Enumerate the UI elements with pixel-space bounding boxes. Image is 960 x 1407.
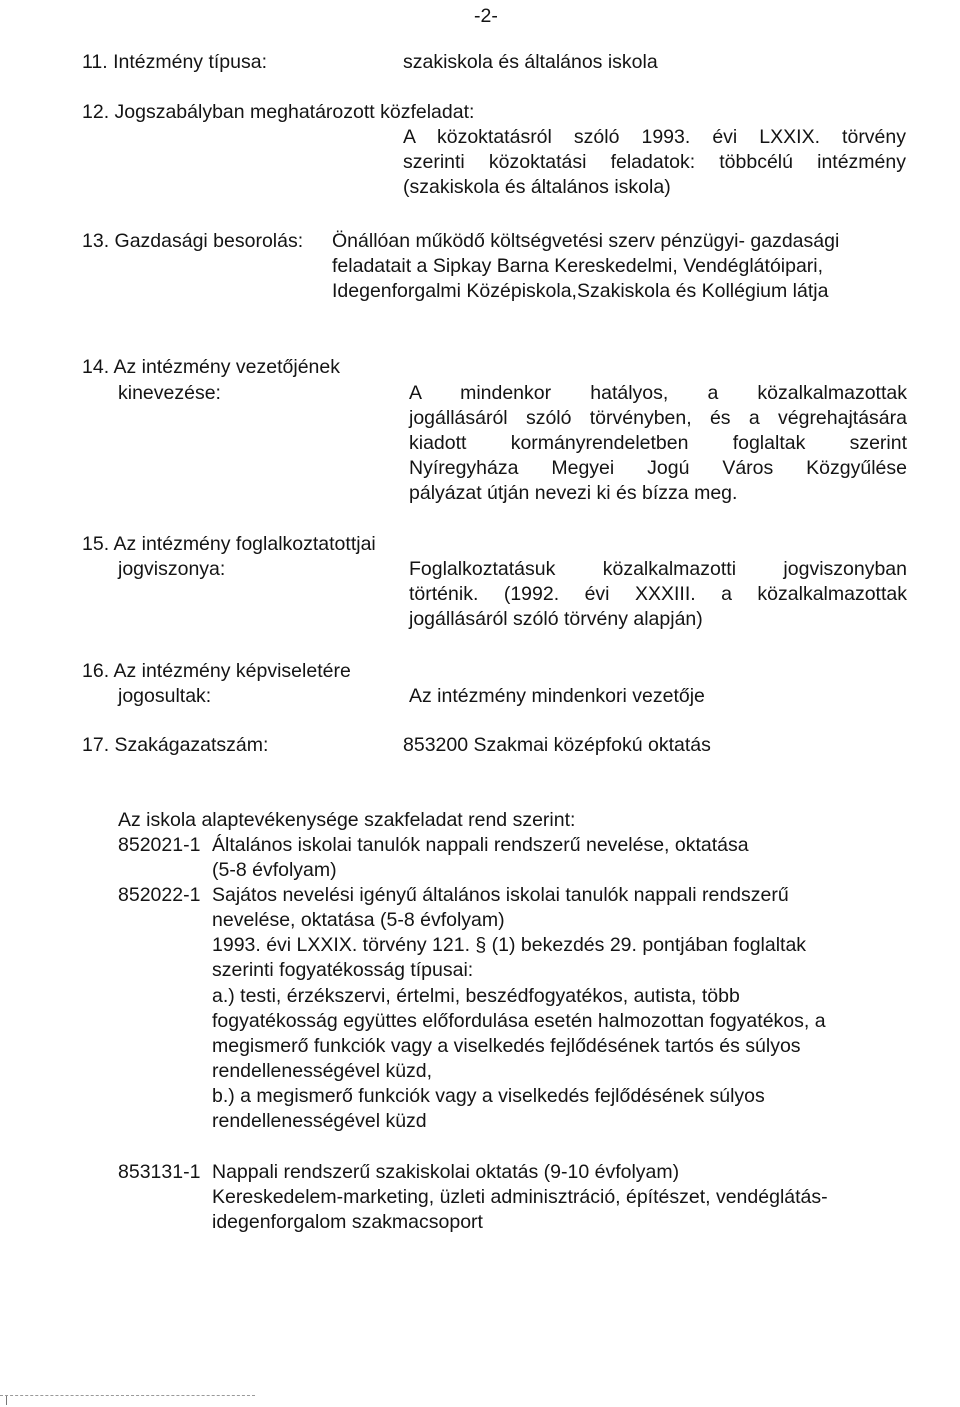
activity-line: fogyatékosság együttes előfordulása esetén halmozottan fogyatékos, a [212, 1010, 826, 1032]
activity-line: szerinti fogyatékosság típusai: [212, 959, 474, 981]
item-15-label: jogviszonya: [118, 558, 226, 580]
activity-line: b.) a megismerő funkciók vagy a viselkedés fejlődésének súlyos [212, 1085, 765, 1107]
activity-code: 852022-1 [118, 884, 201, 906]
item-14-line: kiadott kormányrendeletben foglaltak szerint [409, 432, 907, 454]
activity-line: Kereskedelem-marketing, üzleti adminisztráció, építészet, vendéglátás- [212, 1186, 828, 1208]
activity-line: a.) testi, érzékszervi, értelmi, beszédfogyatékos, autista, több [212, 985, 740, 1007]
item-15-line: jogállásáról szóló törvény alapján) [409, 608, 703, 630]
activity-line: Sajátos nevelési igényű általános iskolai tanulók nappali rendszerű [212, 884, 789, 906]
activity-line: idegenforgalom szakmacsoport [212, 1211, 483, 1233]
item-15-label: 15. Az intézmény foglalkoztatottjai [82, 533, 376, 555]
item-16-label: jogosultak: [118, 685, 212, 707]
item-11-label: 11. Intézmény típusa: [82, 51, 267, 73]
activity-line: nevelése, oktatása (5-8 évfolyam) [212, 909, 505, 931]
item-16-label: 16. Az intézmény képviseletére [82, 660, 351, 682]
activity-line: rendellenességével küzd [212, 1110, 427, 1132]
item-12-line: szerinti közoktatási feladatok: többcélú intézmény [403, 151, 906, 173]
item-13-line: Idegenforgalmi Középiskola,Szakiskola és Kollégium látja [332, 280, 829, 302]
activities-intro: Az iskola alaptevékenysége szakfeladat rend szerint: [118, 809, 576, 831]
item-12-label: 12. Jogszabályban meghatározott közfeladat: [82, 101, 475, 123]
item-13-line: Önállóan működő költségvetési szerv pénzügyi- gazdasági [332, 230, 840, 252]
activity-code: 853131-1 [118, 1161, 201, 1183]
item-13-line: feladatait a Sipkay Barna Kereskedelmi, Vendéglátóipari, [332, 255, 824, 277]
activity-line: (5-8 évfolyam) [212, 859, 337, 881]
item-14-line: Nyíregyháza Megyei Jogú Város Közgyűlése [409, 457, 907, 479]
activity-line: Nappali rendszerű szakiskolai oktatás (9-10 évfolyam) [212, 1161, 680, 1183]
item-14-line: A mindenkor hatályos, a közalkalmazottak [409, 382, 907, 404]
scan-artifact-line [0, 1395, 255, 1397]
activity-line: megismerő funkciók vagy a viselkedés fejlődésének tartós és súlyos [212, 1035, 801, 1057]
item-17-value: 853200 Szakmai középfokú oktatás [403, 734, 711, 756]
item-12-line: A közoktatásról szóló 1993. évi LXXIX. törvény [403, 126, 906, 148]
item-15-line: történik. (1992. évi XXXIII. a közalkalmazottak [409, 583, 907, 605]
item-16-value: Az intézmény mindenkori vezetője [409, 685, 705, 707]
activity-line: 1993. évi LXXIX. törvény 121. § (1) bekezdés 29. pontjában foglaltak [212, 934, 807, 956]
item-17-label: 17. Szakágazatszám: [82, 734, 269, 756]
scan-artifact-tick [6, 1396, 7, 1405]
item-13-label: 13. Gazdasági besorolás: [82, 230, 304, 252]
page-number: -2- [474, 5, 498, 27]
activity-code: 852021-1 [118, 834, 201, 856]
item-14-label: kinevezése: [118, 382, 221, 404]
item-15-line: Foglalkoztatásuk közalkalmazotti jogviszonyban [409, 558, 907, 580]
item-14-label: 14. Az intézmény vezetőjének [82, 356, 340, 378]
item-11-value: szakiskola és általános iskola [403, 51, 658, 73]
item-14-line: jogállásáról szóló törvényben, és a végrehajtására [409, 407, 907, 429]
activity-line: rendellenességével küzd, [212, 1060, 433, 1082]
item-14-line: pályázat útján nevezi ki és bízza meg. [409, 482, 738, 504]
activity-line: Általános iskolai tanulók nappali rendszerű nevelése, oktatása [212, 834, 749, 856]
item-12-line: (szakiskola és általános iskola) [403, 176, 671, 198]
